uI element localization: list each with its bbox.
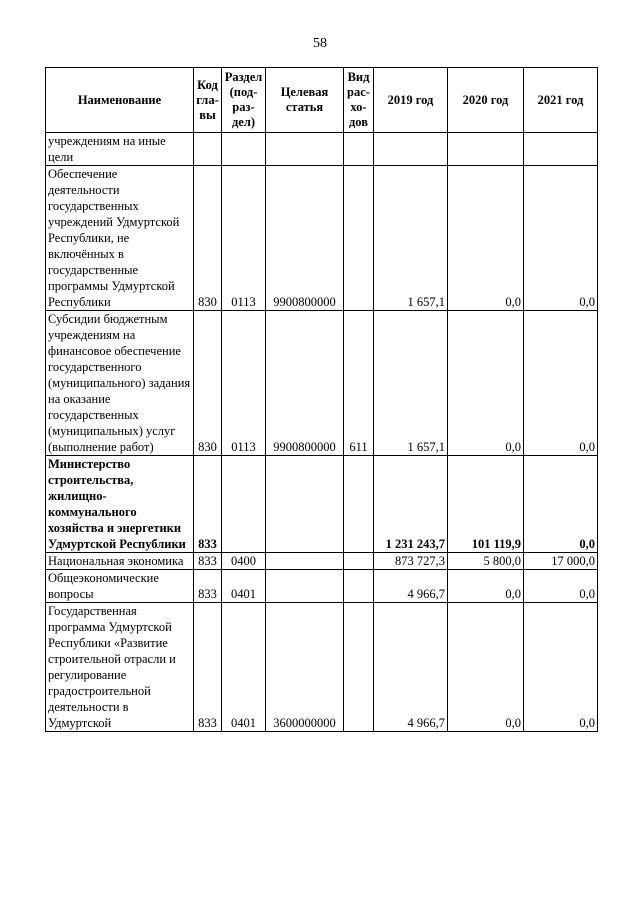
cell-y2020: 101 119,9 bbox=[448, 456, 524, 553]
table-row bbox=[46, 456, 598, 553]
header-code: Код гла- вы bbox=[194, 68, 222, 133]
cell-y2021: 0,0 bbox=[524, 456, 598, 553]
cell-y2019: 1 657,1 bbox=[374, 311, 448, 456]
table-row bbox=[46, 553, 598, 570]
cell-code: 833 bbox=[194, 603, 222, 732]
cell-y2019: 4 966,7 bbox=[374, 570, 448, 603]
cell-y2021: 0,0 bbox=[524, 603, 598, 732]
table-row bbox=[46, 133, 598, 166]
cell-target: 3600000000 bbox=[266, 603, 344, 732]
cell-section: 0401 bbox=[222, 570, 266, 603]
cell-code: 830 bbox=[194, 311, 222, 456]
cell-type bbox=[344, 570, 374, 603]
cell-name: Обеспечение деятельности государственных учреждений Удмуртской Республики, не включённых в государственные программы Удмуртской Республики bbox=[46, 166, 194, 311]
cell-type bbox=[344, 133, 374, 166]
cell-type bbox=[344, 456, 374, 553]
cell-type: 611 bbox=[344, 311, 374, 456]
table-row bbox=[46, 603, 598, 732]
cell-code: 830 bbox=[194, 166, 222, 311]
cell-target bbox=[266, 553, 344, 570]
cell-y2021 bbox=[524, 133, 598, 166]
cell-section bbox=[222, 133, 266, 166]
cell-y2021: 0,0 bbox=[524, 311, 598, 456]
cell-y2020 bbox=[448, 133, 524, 166]
cell-section: 0113 bbox=[222, 166, 266, 311]
header-section: Раздел (под- раз- дел) bbox=[222, 68, 266, 133]
cell-code bbox=[194, 133, 222, 166]
header-2019: 2019 год bbox=[374, 68, 448, 133]
table-row bbox=[46, 311, 598, 456]
cell-y2021: 0,0 bbox=[524, 570, 598, 603]
cell-target bbox=[266, 456, 344, 553]
page-number: 58 bbox=[313, 36, 327, 51]
budget-table bbox=[45, 67, 598, 732]
cell-target: 9900800000 bbox=[266, 166, 344, 311]
table-row bbox=[46, 166, 598, 311]
header-target: Целевая статья bbox=[266, 68, 344, 133]
cell-code: 833 bbox=[194, 570, 222, 603]
cell-name: Субсидии бюджетным учреждениям на финансовое обеспечение государственного (муниципального) задания на оказание государственных (муниципальных) услуг (выполнение работ) bbox=[46, 311, 194, 456]
header-2021: 2021 год bbox=[524, 68, 598, 133]
header-name: Наименование bbox=[46, 68, 194, 133]
cell-section: 0400 bbox=[222, 553, 266, 570]
cell-type bbox=[344, 166, 374, 311]
cell-y2020: 0,0 bbox=[448, 603, 524, 732]
table-header-row bbox=[46, 68, 598, 133]
cell-name: Государственная программа Удмуртской Республики «Развитие строительной отрасли и регулирование градостроительной деятельности в Удмуртской bbox=[46, 603, 194, 732]
table-row bbox=[46, 570, 598, 603]
cell-name: учреждениям на иные цели bbox=[46, 133, 194, 166]
cell-y2020: 0,0 bbox=[448, 166, 524, 311]
cell-y2021: 0,0 bbox=[524, 166, 598, 311]
cell-y2019: 4 966,7 bbox=[374, 603, 448, 732]
header-type: Вид рас- хо- дов bbox=[344, 68, 374, 133]
cell-y2019: 1 657,1 bbox=[374, 166, 448, 311]
cell-section: 0401 bbox=[222, 603, 266, 732]
header-2020: 2020 год bbox=[448, 68, 524, 133]
cell-target bbox=[266, 570, 344, 603]
cell-name: Национальная экономика bbox=[46, 553, 194, 570]
cell-y2020: 0,0 bbox=[448, 311, 524, 456]
cell-y2021: 17 000,0 bbox=[524, 553, 598, 570]
cell-target bbox=[266, 133, 344, 166]
table-body bbox=[46, 133, 598, 732]
cell-y2019: 1 231 243,7 bbox=[374, 456, 448, 553]
cell-code: 833 bbox=[194, 553, 222, 570]
cell-name: Министерство строительства, жилищно- коммунального хозяйства и энергетики Удмуртской Республики bbox=[46, 456, 194, 553]
cell-y2020: 5 800,0 bbox=[448, 553, 524, 570]
cell-section bbox=[222, 456, 266, 553]
cell-type bbox=[344, 603, 374, 732]
cell-code: 833 bbox=[194, 456, 222, 553]
cell-section: 0113 bbox=[222, 311, 266, 456]
cell-target: 9900800000 bbox=[266, 311, 344, 456]
cell-y2019: 873 727,3 bbox=[374, 553, 448, 570]
cell-y2020: 0,0 bbox=[448, 570, 524, 603]
cell-type bbox=[344, 553, 374, 570]
cell-y2019 bbox=[374, 133, 448, 166]
cell-name: Общеэкономические вопросы bbox=[46, 570, 194, 603]
